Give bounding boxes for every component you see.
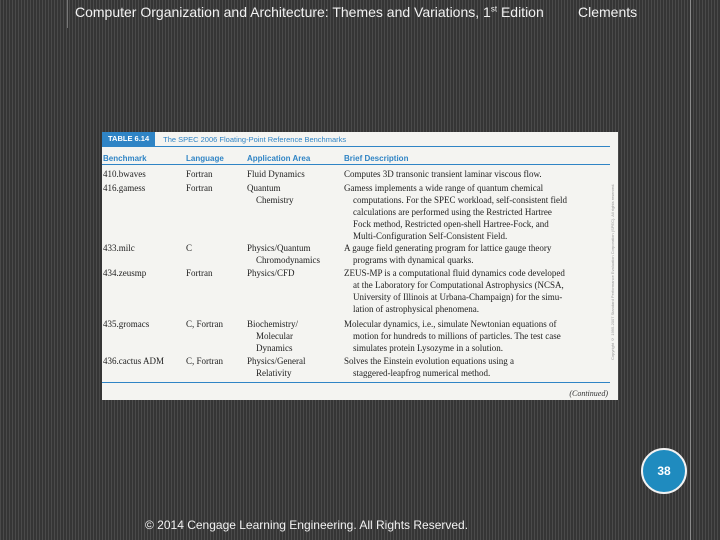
- table-cell-area: Physics/General Relativity: [247, 356, 306, 378]
- table-cell-benchmark: 416.gamess: [103, 183, 146, 193]
- table-cell-area: Quantum Chemistry: [247, 183, 294, 205]
- table-cell-language: C, Fortran: [186, 356, 223, 366]
- table-cell-benchmark: 433.milc: [103, 243, 135, 253]
- slide-title: Computer Organization and Architecture: Themes and Variations, 1st Edition: [75, 4, 544, 20]
- table-cell-benchmark: 410.bwaves: [103, 169, 146, 179]
- table-cell-language: C: [186, 243, 193, 253]
- table-header-bar: [102, 132, 618, 146]
- right-border-line: [690, 0, 691, 540]
- table-cell-description: Gamess implements a wide range of quantum chemical computations. For the SPEC workload, self-consistent field calculations are performed using the Restricted Hartree Fock method, Restricted open-shell Hartree-Fock, and Multi-Configuration Self-Consistent Field.: [344, 183, 567, 241]
- table-cell-language: Fortran: [186, 268, 213, 278]
- side-copyright-notice: Copyright © 1995-2007 Standard Performance Evaluation Corporation (SPEC). All rights reserved.: [610, 183, 615, 361]
- table-cell-benchmark: 436.cactus ADM: [103, 356, 164, 366]
- column-header-benchmark: Benchmark: [103, 154, 147, 163]
- table-cell-area: Biochemistry/ Molecular Dynamics: [247, 319, 298, 353]
- table-cell-language: C, Fortran: [186, 319, 223, 329]
- table-rule-header: [102, 164, 610, 165]
- table-cell-description: Solves the Einstein evolution equations using a staggered-leapfrog numerical method.: [344, 356, 514, 378]
- table-rule-top: [102, 146, 610, 147]
- table-cell-benchmark: 435.gromacs: [103, 319, 150, 329]
- table-cell-language: Fortran: [186, 183, 213, 193]
- header-divider: [67, 0, 68, 28]
- table-cell-description: Molecular dynamics, i.e., simulate Newtonian equations of motion for hundreds to millions of particles. The test case simulates protein Lysozyme in a solution.: [344, 319, 561, 353]
- slide-header: [0, 0, 690, 28]
- footer-copyright: © 2014 Cengage Learning Engineering. All Rights Reserved.: [145, 518, 469, 532]
- table-cell-area: Fluid Dynamics: [247, 169, 305, 179]
- table-cell-description: Computes 3D transonic transient laminar viscous flow.: [344, 169, 542, 179]
- table-label: TABLE 6.14: [102, 132, 155, 146]
- column-header-description: Brief Description: [344, 154, 409, 163]
- table-cell-description: A gauge field generating program for lattice gauge theory programs with dynamical quarks.: [344, 243, 552, 265]
- continued-note: (Continued): [569, 389, 608, 398]
- table-cell-language: Fortran: [186, 169, 213, 179]
- table-cell-description: ZEUS-MP is a computational fluid dynamics code developed at the Laboratory for Computational Astrophysics (NCSA, University of Illinois at Urbana-Champaign) for the simu- lation of astrophysical phenomena.: [344, 268, 565, 314]
- table-rule-bottom: [102, 382, 610, 383]
- author-name: Clements: [578, 4, 638, 20]
- table-cell-area: Physics/CFD: [247, 268, 295, 278]
- column-header-language: Language: [186, 154, 224, 163]
- table-cell-area: Physics/Quantum Chromodynamics: [247, 243, 320, 265]
- page-number-badge: 38: [641, 448, 687, 494]
- column-header-application-area: Application Area: [247, 154, 311, 163]
- table-caption: The SPEC 2006 Floating-Point Reference Benchmarks: [163, 134, 347, 144]
- table-cell-benchmark: 434.zeusmp: [103, 268, 147, 278]
- benchmark-table-image: [102, 132, 618, 400]
